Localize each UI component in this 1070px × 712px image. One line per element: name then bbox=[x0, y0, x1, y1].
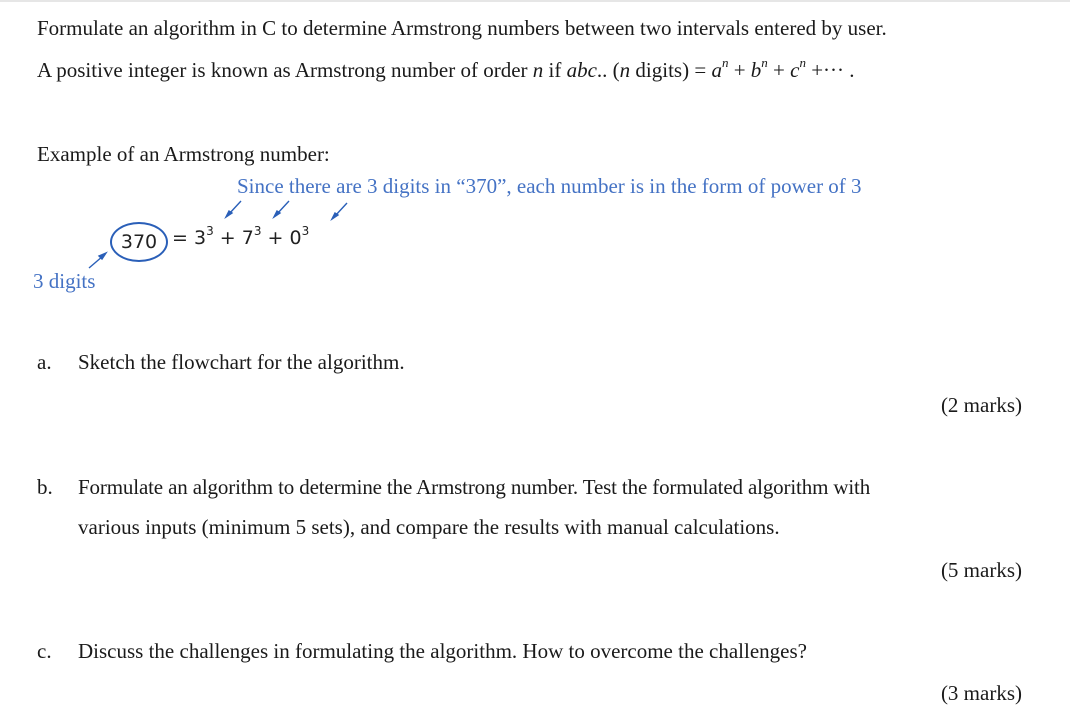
term-a: a bbox=[711, 58, 722, 82]
question-c-label: c. bbox=[37, 639, 52, 663]
order-n: n bbox=[532, 58, 544, 82]
plus-2: + bbox=[767, 58, 791, 82]
exponent-1: 3 bbox=[206, 223, 214, 238]
question-a-marks: (2 marks) bbox=[940, 393, 1022, 417]
question-a-label: a. bbox=[37, 350, 52, 374]
plus-sign-2: + bbox=[267, 227, 284, 249]
arrowhead-1 bbox=[226, 211, 232, 217]
exp-a: n bbox=[721, 55, 729, 70]
question-b-text-line-1: Formulate an algorithm to determine the Armstrong number. Test the formulated algorithm with bbox=[78, 475, 871, 499]
digits-n: n bbox=[619, 58, 631, 82]
plus-1: + bbox=[728, 58, 751, 82]
intro-line-1: Formulate an algorithm in C to determine Armstrong numbers between two intervals entered by user. bbox=[37, 16, 887, 40]
question-b-label: b. bbox=[37, 475, 53, 499]
digits-abc: abc bbox=[566, 58, 597, 82]
question-b-text-line-2: various inputs (minimum 5 sets), and compare the results with manual calculations. bbox=[78, 515, 780, 539]
circled-number: 370 bbox=[110, 222, 168, 262]
arrowhead-2 bbox=[274, 211, 280, 217]
equals-sign: = bbox=[172, 227, 188, 249]
question-c-text: Discuss the challenges in formulating the algorithm. How to overcome the challenges? bbox=[78, 639, 807, 663]
definition-dots: .. ( bbox=[596, 58, 620, 82]
arrowhead-3 bbox=[332, 213, 338, 219]
example-heading: Example of an Armstrong number: bbox=[37, 142, 330, 166]
exp-c: n bbox=[799, 55, 806, 70]
question-c-marks: (3 marks) bbox=[940, 681, 1022, 705]
exponent-2: 3 bbox=[253, 223, 262, 238]
term-c: c bbox=[790, 58, 800, 82]
base-2: 7 bbox=[241, 227, 254, 249]
example-annotation: Since there are 3 digits in “370”, each number is in the form of power of 3 bbox=[237, 174, 862, 198]
term-b: b bbox=[750, 58, 762, 82]
plus-sign-1: + bbox=[219, 227, 236, 249]
question-b-marks: (5 marks) bbox=[940, 558, 1022, 582]
digits-label: 3 digits bbox=[33, 269, 96, 293]
definition-digits: digits) = bbox=[630, 58, 712, 82]
base-3: 0 bbox=[289, 227, 302, 249]
base-1: 3 bbox=[193, 227, 207, 249]
equation-rhs bbox=[172, 223, 310, 249]
definition-prefix: A positive integer is known as Armstrong number of order bbox=[37, 58, 533, 82]
definition-tail: +··· . bbox=[805, 58, 855, 82]
question-a-text: Sketch the flowchart for the algorithm. bbox=[78, 350, 405, 374]
definition-if: if bbox=[543, 58, 567, 82]
exponent-3: 3 bbox=[301, 223, 310, 238]
exp-b: n bbox=[761, 55, 768, 70]
